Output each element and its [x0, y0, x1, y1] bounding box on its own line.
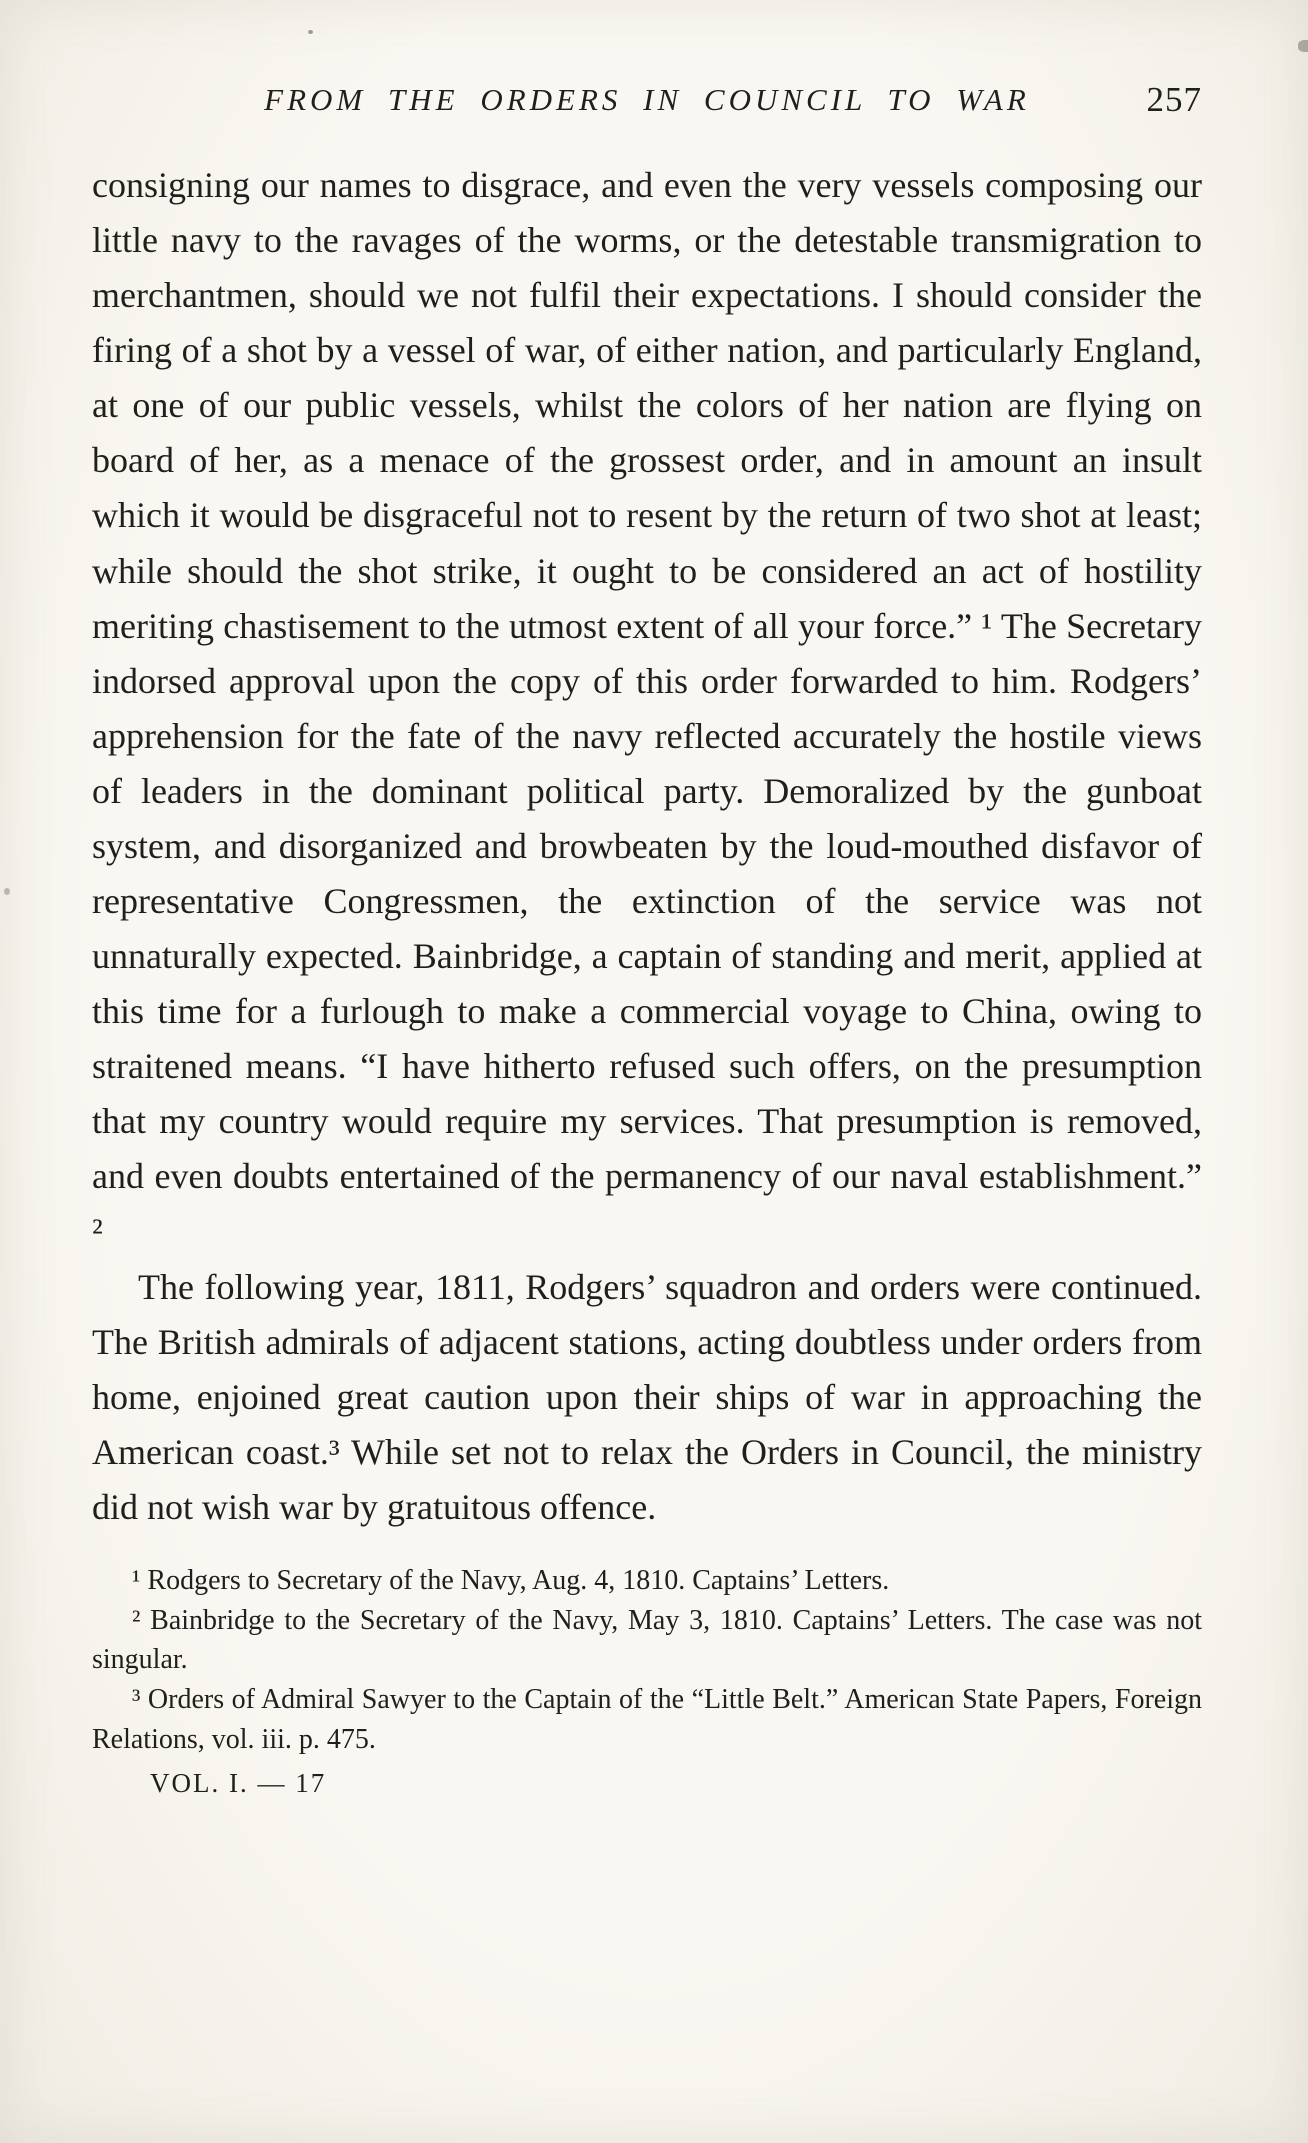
footnote: ³ Orders of Admiral Sawyer to the Captain of the “Little Belt.” American State Papers, Foreign Relations, vol. iii. p. 475. [92, 1684, 1202, 1755]
volume-signature: VOL. I. — 17 [150, 1767, 327, 1798]
scan-speck [4, 888, 10, 895]
footnote: ¹ Rodgers to Secretary of the Navy, Aug. 4, 1810. Captains’ Letters. [132, 1564, 890, 1596]
page-header [92, 82, 1202, 134]
body-text [92, 158, 1202, 1535]
paragraph: consigning our names to disgrace, and even the very vessels composing our little navy to the ravages of the worms, or the detestable transmigration to merchantmen, should we not fulfil their expectations. I should consider the firing of a shot by a vessel of war, of either nation, and particularly England, at one of our public vessels, whilst the colors of her nation are flying on board of her, as a menace of the grossest order, and in amount an insult which it would be disgraceful not to resent by the return of two shot at least; while should the shot strike, it ought to be considered an act of hostility meriting chastisement to the utmost extent of all your force.” ¹ The Secretary indorsed approval upon the copy of this order forwarded to him. Rodgers’ apprehension for the fate of the navy reflected accurately the hostile views of leaders in the dominant political party. Demoralized by the gunboat system, and disorganized and browbeaten by the loud-mouthed disfavor of representative Congressmen, the extinction of the service was not unnaturally expected. Bainbridge, a captain of standing and merit, applied at this time for a furlough to make a commercial voyage to China, owing to straitened means. “I have hitherto refused such offers, on the presumption that my country would require my services. That presumption is removed, and even doubts entertained of the permanency of our naval establishment.” ² [92, 165, 1202, 1252]
scan-corner-mark [1298, 40, 1308, 52]
running-title: FROM THE ORDERS IN COUNCIL TO WAR [264, 82, 1030, 117]
paragraph: The following year, 1811, Rodgers’ squadron and orders were continued. The British admirals of adjacent stations, acting doubtless under orders from home, enjoined great caution upon their ships of war in approaching the American coast.³ While set not to relax the Orders in Council, the ministry did not wish war by gratuitous offence. [92, 1266, 1202, 1527]
footnotes [92, 1561, 1202, 1760]
page-number: 257 [1146, 80, 1202, 119]
footnote: ² Bainbridge to the Secretary of the Navy, May 3, 1810. Captains’ Letters. The case was not singular. [92, 1604, 1202, 1676]
scan-speck [308, 30, 313, 34]
